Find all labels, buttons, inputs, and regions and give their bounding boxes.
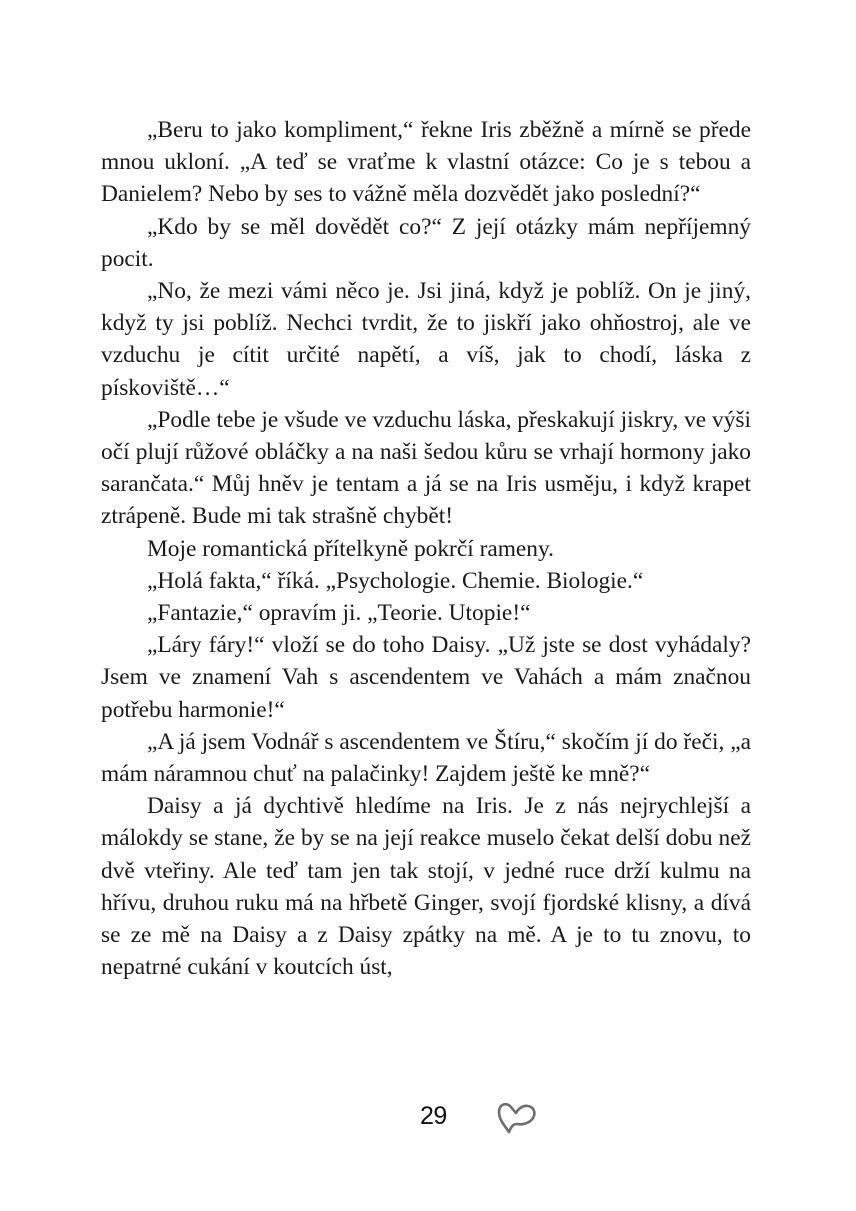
paragraph-5: Moje romantická přítelkyně pokrčí rameny. xyxy=(147,535,555,562)
paragraph-8: „Láry fáry!“ vloží se do toho Daisy. „Už jste se dost vyhádaly? Jsem ve znamení Vah s ascendentem ve Vahách a mám značnou potřebu harmonie!“ xyxy=(101,632,751,723)
page-number: 29 xyxy=(420,1102,447,1130)
paragraph-4: „Podle tebe je všude ve vzduchu láska, přeskakují jiskry, ve výši očí plují růžové obláčky a na naši šedou kůru se vrhají hormony jako sarančata.“ Můj hněv je tentam a já se na Iris usměju, i když krapet ztrápeně. Bude mi tak strašně chybět! xyxy=(101,406,751,530)
paragraph-6: „Holá fakta,“ říká. „Psychologie. Chemie. Biologie.“ xyxy=(147,567,644,594)
book-page-body xyxy=(101,114,751,983)
heart-outline-icon xyxy=(495,1098,539,1136)
paragraph-9: „A já jsem Vodnář s ascendentem ve Štíru,“ skočím jí do řeči, „a mám náramnou chuť na palačinky! Zajdem ještě ke mně?“ xyxy=(101,728,751,788)
paragraph-7: „Fantazie,“ opravím ji. „Teorie. Utopie!“ xyxy=(147,600,531,627)
paragraph-2: „Kdo by se měl dovědět co?“ Z její otázky mám nepříjemný pocit. xyxy=(101,213,751,272)
paragraph-3: „No, že mezi vámi něco je. Jsi jiná, když je poblíž. On je jiný, když ty jsi poblíž. Nechci tvrdit, že to jiskří jako ohňostroj, ale ve vzduchu je cítit určité napětí, a víš, jak to chodí, láska z pískoviště…“ xyxy=(101,278,751,401)
paragraph-10: Daisy a já dychtivě hledíme na Iris. Je z nás nejrychlejší a málokdy se stane, že by se na její reakce muselo čekat delší dobu než dvě vteřiny. Ale teď tam jen tak stojí, v jedné ruce drží kulmu na hřívu, druhou ruku má na hřbetě Ginger, svojí fjordské klisny, a dívá se ze mě na Daisy a z Daisy zpátky na mě. A je to tu znovu, to nepatrné cukání v koutcích úst, xyxy=(101,793,751,981)
paragraph-1: „Beru to jako kompliment,“ řekne Iris zběžně a mírně se přede mnou ukloní. „A teď se vraťme k vlastní otázce: Co je s tebou a Danielem? Nebo by ses to vážně měla dozvědět jako poslední?“ xyxy=(101,117,751,208)
page-footer xyxy=(0,1098,856,1148)
